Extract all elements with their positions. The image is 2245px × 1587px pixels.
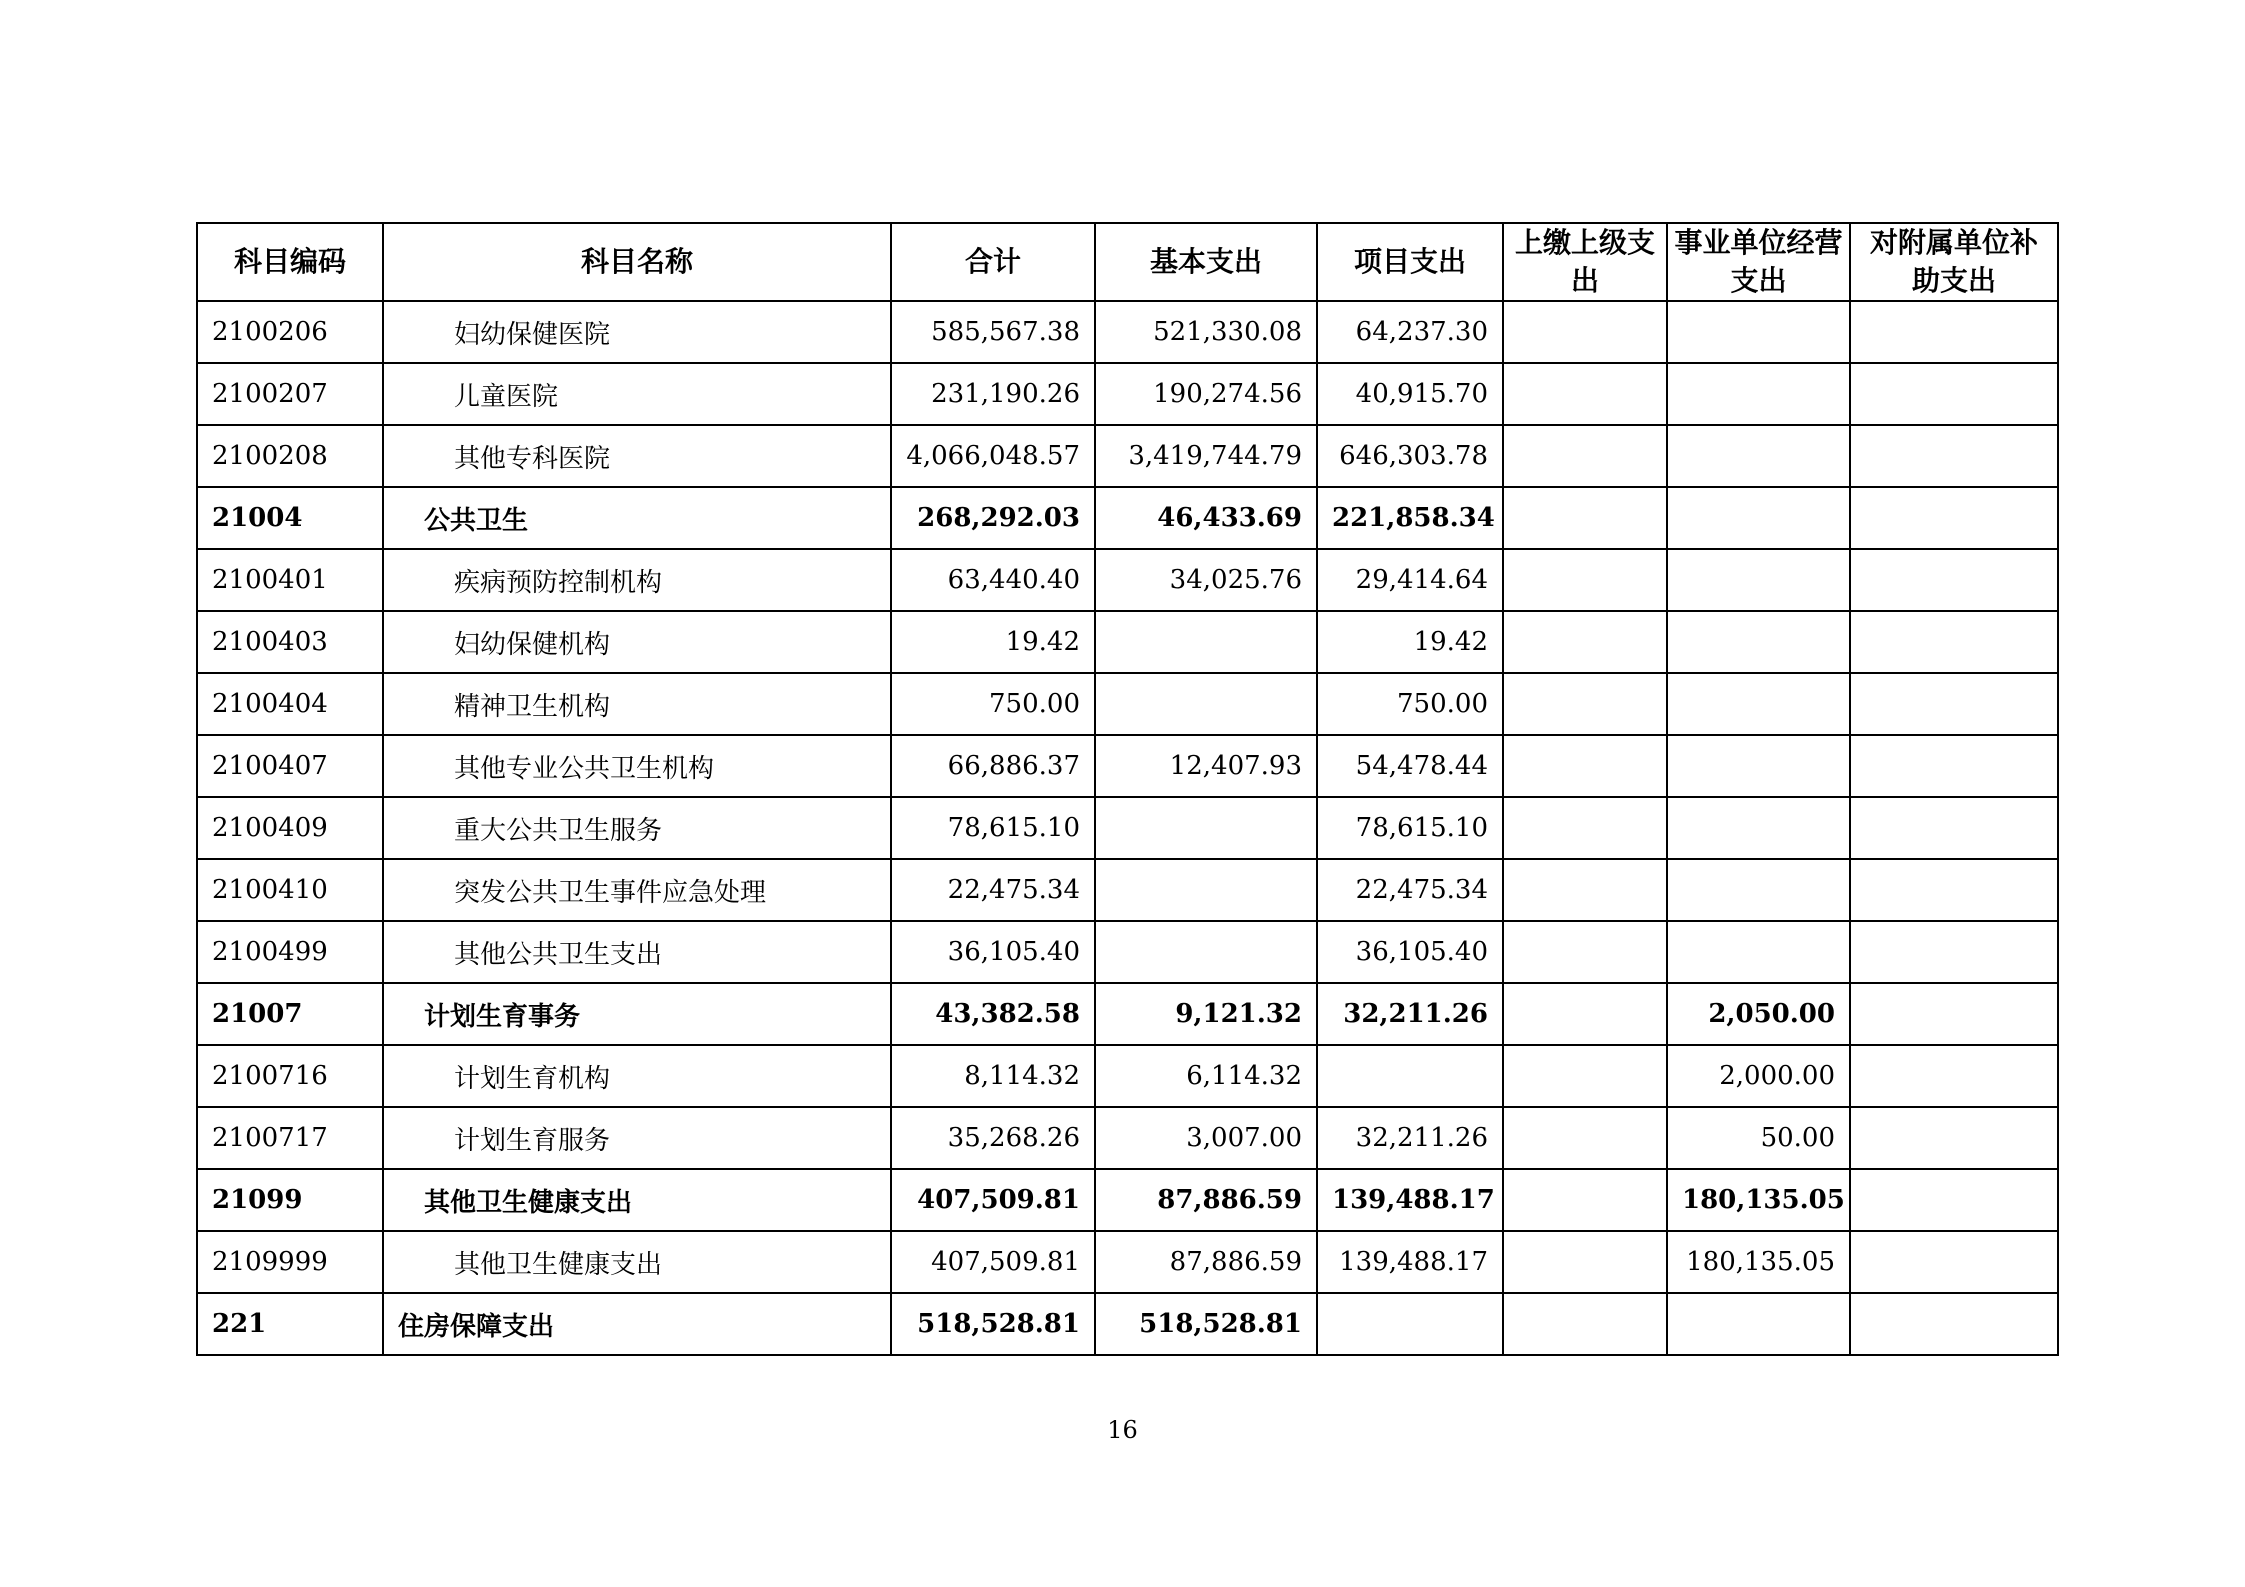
cell-subsidy	[1850, 735, 2058, 797]
cell-basic	[1095, 797, 1317, 859]
cell-subsidy	[1850, 983, 2058, 1045]
cell-project: 36,105.40	[1317, 921, 1503, 983]
cell-business	[1667, 921, 1850, 983]
cell-total: 407,509.81	[891, 1231, 1095, 1293]
cell-project: 29,414.64	[1317, 549, 1503, 611]
cell-remit	[1503, 301, 1667, 363]
cell-project: 32,211.26	[1317, 1107, 1503, 1169]
cell-name: 住房保障支出	[383, 1293, 891, 1355]
cell-total: 35,268.26	[891, 1107, 1095, 1169]
cell-basic	[1095, 859, 1317, 921]
cell-code: 2100404	[197, 673, 383, 735]
cell-basic: 518,528.81	[1095, 1293, 1317, 1355]
cell-project: 139,488.17	[1317, 1231, 1503, 1293]
header-basic: 基本支出	[1095, 223, 1317, 301]
table-row	[197, 611, 2058, 673]
cell-code: 2100407	[197, 735, 383, 797]
cell-basic: 87,886.59	[1095, 1169, 1317, 1231]
cell-name: 计划生育服务	[383, 1107, 891, 1169]
cell-remit	[1503, 425, 1667, 487]
header-remit: 上缴上级支出	[1503, 223, 1667, 301]
cell-basic: 190,274.56	[1095, 363, 1317, 425]
cell-subsidy	[1850, 1169, 2058, 1231]
cell-remit	[1503, 921, 1667, 983]
cell-remit	[1503, 797, 1667, 859]
cell-project: 19.42	[1317, 611, 1503, 673]
cell-business	[1667, 673, 1850, 735]
table-row	[197, 1045, 2058, 1107]
cell-business	[1667, 797, 1850, 859]
cell-project: 221,858.34	[1317, 487, 1503, 549]
cell-name: 其他卫生健康支出	[383, 1169, 891, 1231]
cell-total: 78,615.10	[891, 797, 1095, 859]
cell-total: 407,509.81	[891, 1169, 1095, 1231]
cell-code: 2100208	[197, 425, 383, 487]
cell-project: 32,211.26	[1317, 983, 1503, 1045]
table-row	[197, 797, 2058, 859]
cell-basic: 9,121.32	[1095, 983, 1317, 1045]
table-row	[197, 363, 2058, 425]
table-row	[197, 425, 2058, 487]
header-name: 科目名称	[383, 223, 891, 301]
table-row	[197, 301, 2058, 363]
cell-business	[1667, 301, 1850, 363]
cell-total: 66,886.37	[891, 735, 1095, 797]
cell-subsidy	[1850, 363, 2058, 425]
cell-remit	[1503, 673, 1667, 735]
cell-subsidy	[1850, 673, 2058, 735]
cell-basic: 12,407.93	[1095, 735, 1317, 797]
page-number: 16	[1107, 1416, 1138, 1444]
cell-remit	[1503, 1231, 1667, 1293]
cell-business	[1667, 549, 1850, 611]
cell-code: 221	[197, 1293, 383, 1355]
cell-business	[1667, 1293, 1850, 1355]
cell-name: 突发公共卫生事件应急处理	[383, 859, 891, 921]
cell-subsidy	[1850, 1231, 2058, 1293]
cell-code: 2100206	[197, 301, 383, 363]
cell-basic	[1095, 611, 1317, 673]
cell-code: 2100499	[197, 921, 383, 983]
cell-subsidy	[1850, 301, 2058, 363]
cell-total: 585,567.38	[891, 301, 1095, 363]
cell-business	[1667, 611, 1850, 673]
expenditure-table	[196, 222, 2059, 1356]
cell-total: 518,528.81	[891, 1293, 1095, 1355]
cell-total: 8,114.32	[891, 1045, 1095, 1107]
cell-business	[1667, 487, 1850, 549]
cell-business: 2,050.00	[1667, 983, 1850, 1045]
cell-project	[1317, 1293, 1503, 1355]
cell-name: 其他卫生健康支出	[383, 1231, 891, 1293]
cell-subsidy	[1850, 921, 2058, 983]
cell-code: 2100207	[197, 363, 383, 425]
cell-name: 其他专科医院	[383, 425, 891, 487]
cell-project: 750.00	[1317, 673, 1503, 735]
cell-total: 231,190.26	[891, 363, 1095, 425]
cell-code: 2100403	[197, 611, 383, 673]
cell-remit	[1503, 549, 1667, 611]
table-row	[197, 735, 2058, 797]
cell-subsidy	[1850, 797, 2058, 859]
cell-basic: 521,330.08	[1095, 301, 1317, 363]
cell-basic: 3,007.00	[1095, 1107, 1317, 1169]
cell-code: 2109999	[197, 1231, 383, 1293]
cell-total: 19.42	[891, 611, 1095, 673]
cell-subsidy	[1850, 859, 2058, 921]
header-business: 事业单位经营支出	[1667, 223, 1850, 301]
cell-remit	[1503, 363, 1667, 425]
cell-business: 50.00	[1667, 1107, 1850, 1169]
table-row	[197, 549, 2058, 611]
cell-remit	[1503, 1169, 1667, 1231]
table-row	[197, 921, 2058, 983]
cell-basic: 34,025.76	[1095, 549, 1317, 611]
cell-basic: 87,886.59	[1095, 1231, 1317, 1293]
cell-remit	[1503, 735, 1667, 797]
cell-total: 268,292.03	[891, 487, 1095, 549]
cell-business: 2,000.00	[1667, 1045, 1850, 1107]
cell-name: 精神卫生机构	[383, 673, 891, 735]
cell-name: 疾病预防控制机构	[383, 549, 891, 611]
cell-name: 妇幼保健医院	[383, 301, 891, 363]
cell-project: 54,478.44	[1317, 735, 1503, 797]
cell-name: 其他专业公共卫生机构	[383, 735, 891, 797]
cell-subsidy	[1850, 1107, 2058, 1169]
cell-project: 646,303.78	[1317, 425, 1503, 487]
cell-project: 22,475.34	[1317, 859, 1503, 921]
header-total: 合计	[891, 223, 1095, 301]
cell-subsidy	[1850, 1293, 2058, 1355]
cell-total: 43,382.58	[891, 983, 1095, 1045]
header-project: 项目支出	[1317, 223, 1503, 301]
cell-code: 2100401	[197, 549, 383, 611]
cell-subsidy	[1850, 487, 2058, 549]
table-row	[197, 859, 2058, 921]
cell-basic: 46,433.69	[1095, 487, 1317, 549]
cell-project	[1317, 1045, 1503, 1107]
cell-project: 64,237.30	[1317, 301, 1503, 363]
cell-code: 2100717	[197, 1107, 383, 1169]
cell-code: 2100410	[197, 859, 383, 921]
cell-total: 4,066,048.57	[891, 425, 1095, 487]
cell-name: 公共卫生	[383, 487, 891, 549]
cell-subsidy	[1850, 611, 2058, 673]
cell-remit	[1503, 611, 1667, 673]
table-row	[197, 983, 2058, 1045]
cell-remit	[1503, 1045, 1667, 1107]
cell-name: 计划生育事务	[383, 983, 891, 1045]
cell-basic	[1095, 673, 1317, 735]
cell-code: 21007	[197, 983, 383, 1045]
table-row	[197, 1107, 2058, 1169]
cell-business	[1667, 425, 1850, 487]
table-body	[197, 301, 2058, 1355]
cell-business: 180,135.05	[1667, 1231, 1850, 1293]
cell-total: 63,440.40	[891, 549, 1095, 611]
cell-remit	[1503, 1107, 1667, 1169]
table-row	[197, 1169, 2058, 1231]
cell-basic	[1095, 921, 1317, 983]
cell-project: 139,488.17	[1317, 1169, 1503, 1231]
cell-subsidy	[1850, 549, 2058, 611]
cell-remit	[1503, 859, 1667, 921]
cell-name: 儿童医院	[383, 363, 891, 425]
cell-total: 750.00	[891, 673, 1095, 735]
cell-basic: 3,419,744.79	[1095, 425, 1317, 487]
cell-subsidy	[1850, 425, 2058, 487]
table-row	[197, 673, 2058, 735]
cell-project: 40,915.70	[1317, 363, 1503, 425]
cell-remit	[1503, 487, 1667, 549]
cell-business	[1667, 735, 1850, 797]
table-row	[197, 1293, 2058, 1355]
cell-business	[1667, 363, 1850, 425]
cell-code: 21004	[197, 487, 383, 549]
table-header	[197, 223, 2058, 301]
header-code: 科目编码	[197, 223, 383, 301]
cell-code: 2100716	[197, 1045, 383, 1107]
header-subsidy: 对附属单位补助支出	[1850, 223, 2058, 301]
cell-project: 78,615.10	[1317, 797, 1503, 859]
cell-business: 180,135.05	[1667, 1169, 1850, 1231]
cell-name: 妇幼保健机构	[383, 611, 891, 673]
cell-name: 重大公共卫生服务	[383, 797, 891, 859]
cell-code: 2100409	[197, 797, 383, 859]
cell-business	[1667, 859, 1850, 921]
cell-remit	[1503, 983, 1667, 1045]
cell-remit	[1503, 1293, 1667, 1355]
table-row	[197, 487, 2058, 549]
cell-subsidy	[1850, 1045, 2058, 1107]
cell-code: 21099	[197, 1169, 383, 1231]
cell-total: 22,475.34	[891, 859, 1095, 921]
table-row	[197, 1231, 2058, 1293]
cell-name: 其他公共卫生支出	[383, 921, 891, 983]
cell-name: 计划生育机构	[383, 1045, 891, 1107]
cell-basic: 6,114.32	[1095, 1045, 1317, 1107]
cell-total: 36,105.40	[891, 921, 1095, 983]
